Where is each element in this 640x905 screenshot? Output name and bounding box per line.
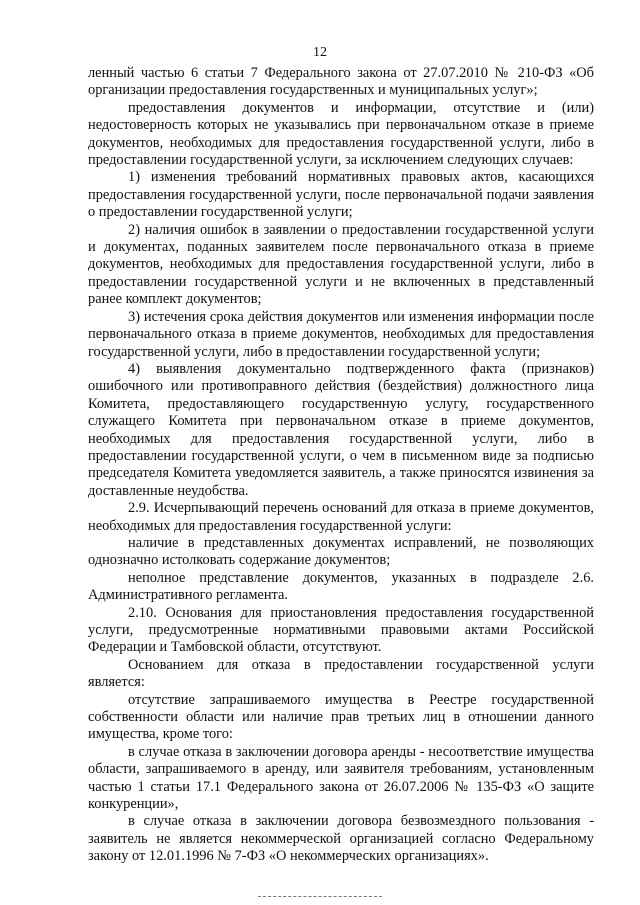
list-item-2: 2) наличия ошибок в заявлении о предоставлении государственной услуги и документах, поданных заявителем после первоначального отказа в приеме документов, необходимых для предоставления государственной услуги, либо в предоставлении государственной услуги и не включенных в представленный ранее комплект документов; [88, 221, 594, 308]
footer-divider [258, 896, 382, 897]
refusal-lease: в случае отказа в заключении договора аренды - несоответствие имущества области, запрашиваемого в аренду, или заявителя требованиям, установленным частью 1 статьи 17.1 Федерального закона от 26.07.2006 № 135-ФЗ «О защите конкуренции», [88, 743, 594, 813]
refusal-absence: отсутствие запрашиваемого имущества в Реестре государственной собственности области или наличие прав третьих лиц в отношении данного имущества, кроме того: [88, 691, 594, 743]
list-item-1: 1) изменения требований нормативных правовых актов, касающихся предоставления государственной услуги, после первоначальной подачи заявления о предоставлении государственной услуги; [88, 169, 594, 221]
section-2-10: 2.10. Основания для приостановления предоставления государственной услуги, предусмотренные нормативными правовыми актами Российской Федерации и Тамбовской области, отсутствуют. [88, 604, 594, 656]
refusal-basis: Основанием для отказа в предоставлении государственной услуги является: [88, 656, 594, 691]
paragraph-continuation: ленный частью 6 статьи 7 Федерального закона от 27.07.2010 № 210-ФЗ «Об организации предоставления государственных и муниципальных услуг»; [88, 65, 594, 99]
page-number: 12 [313, 45, 327, 60]
paragraph-documents-info: предоставления документов и информации, отсутствие и (или) недостоверность которых не указывались при первоначальном отказе в приеме документов, необходимых для предоставления государственной услуги, либо в предоставлении государственной услуги, за исключением следующих случаев: [88, 99, 594, 169]
refusal-free-use: в случае отказа в заключении договора безвозмездного пользования - заявитель не является некоммерческой организацией согласно Федеральному закону от 12.01.1996 № 7-ФЗ «О некоммерческих организациях». [88, 813, 594, 865]
list-item-3: 3) истечения срока действия документов или изменения информации после первоначального отказа в приеме документов, необходимых для предоставления государственной услуги, либо в предоставлении государственной услуги; [88, 308, 594, 360]
list-item-4: 4) выявления документально подтвержденного факта (признаков) ошибочного или противоправного действия (бездействия) должностного лица Комитета, предоставляющего государственную услугу, государственного служащего Комитета при первоначальном отказе в приеме документов, необходимых для предоставления государственной услуги, либо в предоставлении государственной услуги, о чем в письменном виде за подписью председателя Комитета уведомляется заявитель, а также приносятся извинения за доставленные неудобства. [88, 360, 594, 499]
section-2-9: 2.9. Исчерпывающий перечень оснований для отказа в приеме документов, необходимых для предоставления государственной услуги: [88, 500, 594, 534]
reason-corrections: наличие в представленных документах исправлений, не позволяющих однозначно истолковать содержание документов; [88, 534, 594, 569]
reason-incomplete: неполное представление документов, указанных в подразделе 2.6. Административного регламента. [88, 569, 594, 604]
document-body [88, 65, 594, 866]
